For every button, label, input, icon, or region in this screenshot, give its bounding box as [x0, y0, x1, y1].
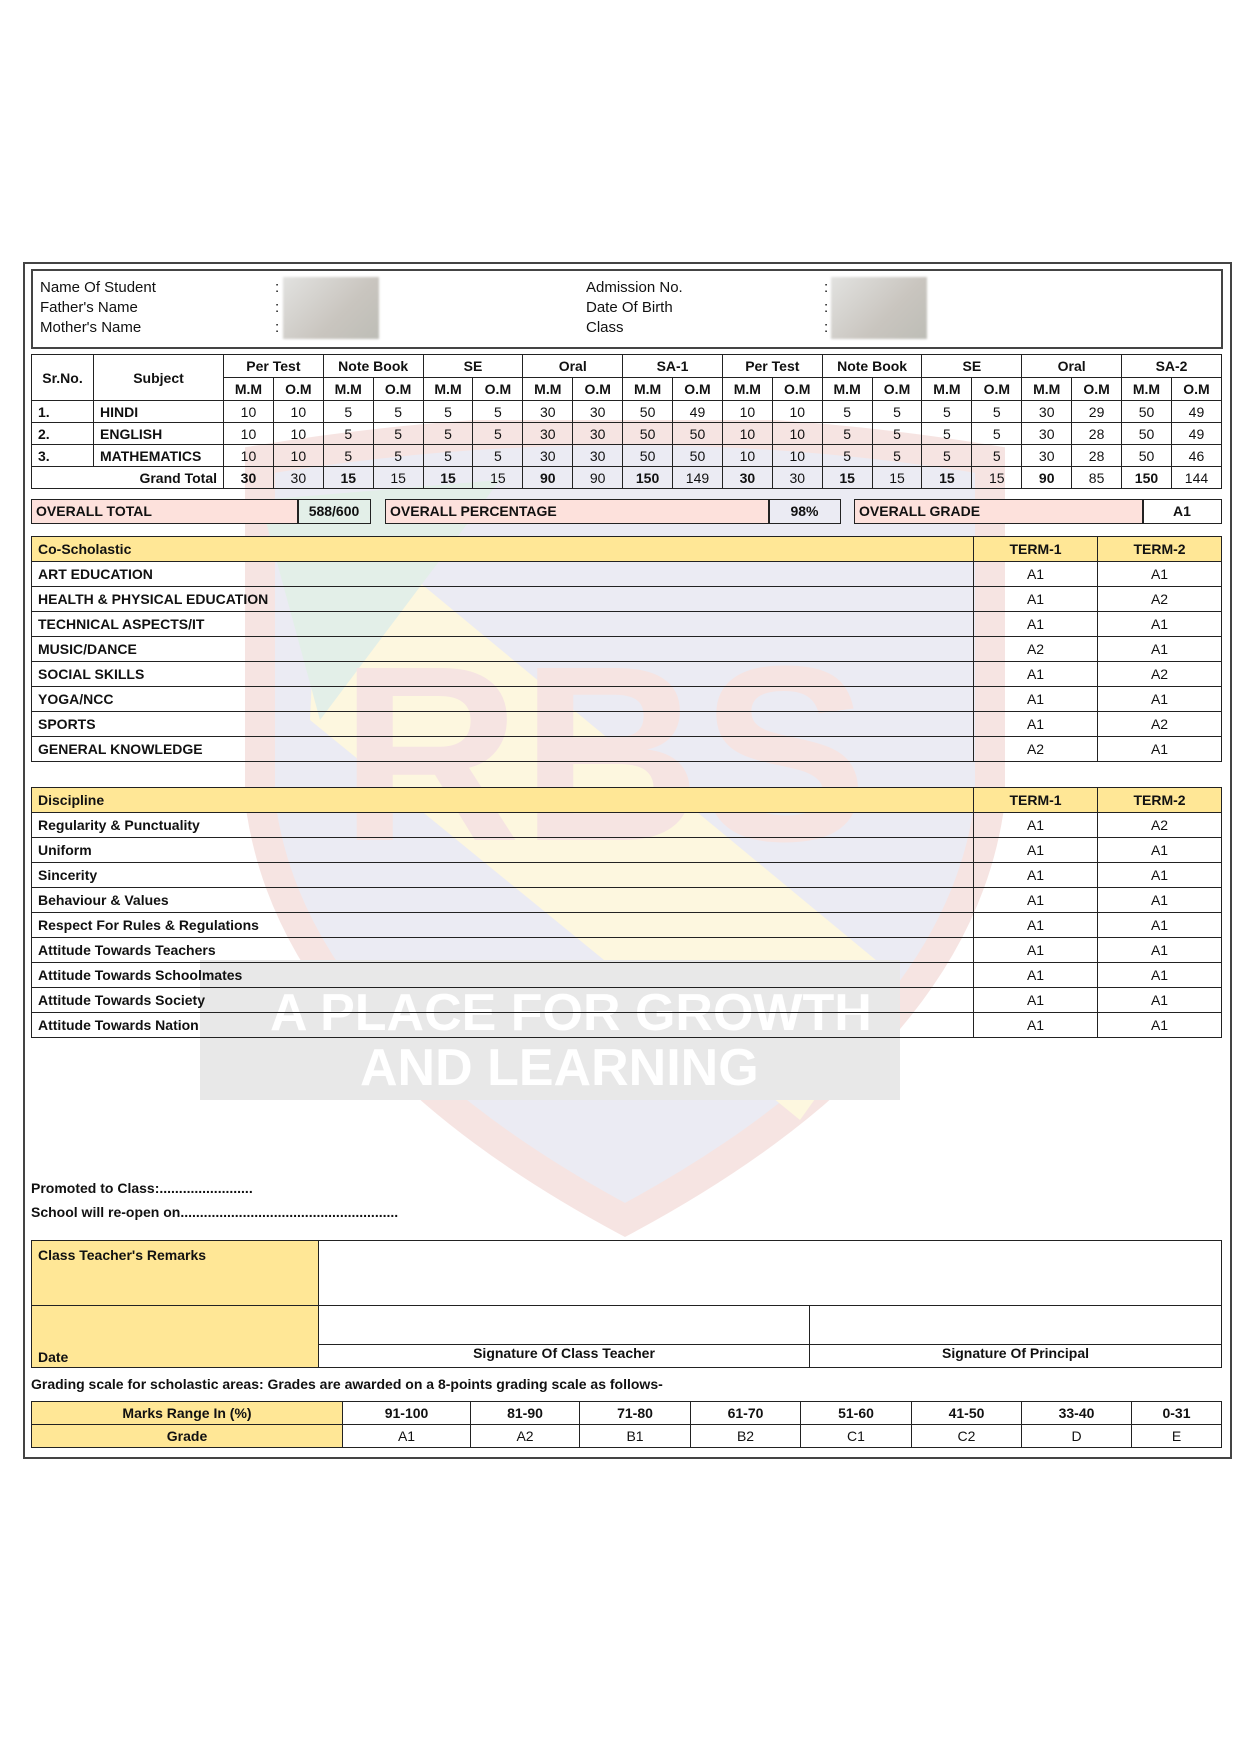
overall-total-value: 588/600 — [297, 499, 371, 524]
obtained-marks-header: O.M — [1171, 378, 1221, 401]
activity-name: TECHNICAL ASPECTS/IT — [32, 612, 974, 637]
mark-cell: 5 — [423, 445, 473, 467]
mark-cell: 5 — [373, 401, 423, 423]
mark-cell: 5 — [872, 423, 922, 445]
total-cell: 150 — [623, 467, 673, 489]
mark-cell: 5 — [872, 401, 922, 423]
co_scholastic-row — [32, 562, 1222, 587]
mark-cell: 49 — [1171, 423, 1221, 445]
term-1-grade: A1 — [974, 913, 1098, 938]
serial-number: 2. — [32, 423, 94, 445]
co_scholastic-row — [32, 737, 1222, 762]
term-2-grade: A1 — [1098, 913, 1222, 938]
label-student-name: Name Of Student — [40, 279, 156, 296]
grade-value: D — [1022, 1425, 1132, 1448]
term-2-grade: A2 — [1098, 712, 1222, 737]
term-2-grade: A2 — [1098, 587, 1222, 612]
label-mother-name: Mother's Name — [40, 319, 142, 336]
max-marks-header: M.M — [224, 378, 274, 401]
mark-cell: 5 — [922, 423, 972, 445]
assessment-group-header: Per Test — [224, 355, 324, 378]
info-separators-right — [824, 278, 828, 338]
remarks-signature-table — [31, 1240, 1222, 1368]
student-info-labels-left — [40, 278, 156, 338]
mark-cell: 10 — [224, 423, 274, 445]
total-cell: 90 — [1022, 467, 1072, 489]
assessment-group-header: SE — [423, 355, 523, 378]
term-1-grade: A1 — [974, 562, 1098, 587]
grade-value: A2 — [471, 1425, 580, 1448]
obtained-marks-header: O.M — [573, 378, 623, 401]
discipline-table — [31, 787, 1222, 1038]
mark-cell: 50 — [673, 423, 723, 445]
student-info-labels-right — [586, 278, 683, 338]
mark-cell: 29 — [1072, 401, 1122, 423]
mark-cell: 5 — [822, 401, 872, 423]
obtained-marks-header: O.M — [273, 378, 323, 401]
marks-header-row-groups — [32, 355, 1222, 378]
discipline-row — [32, 813, 1222, 838]
watermark-initials: RBS — [340, 614, 868, 893]
mark-cell: 30 — [1022, 401, 1072, 423]
term-2-grade: A1 — [1098, 988, 1222, 1013]
redacted-admission-details — [831, 277, 927, 339]
max-marks-header: M.M — [1122, 378, 1172, 401]
mark-cell: 10 — [273, 445, 323, 467]
total-cell: 144 — [1171, 467, 1221, 489]
term-1-grade: A1 — [974, 712, 1098, 737]
term-2-grade: A1 — [1098, 612, 1222, 637]
co_scholastic-header: Co-Scholastic — [32, 537, 974, 562]
mark-cell: 5 — [423, 423, 473, 445]
term-1-grade: A2 — [974, 637, 1098, 662]
co_scholastic-row — [32, 612, 1222, 637]
srno-header: Sr.No. — [32, 355, 94, 401]
mark-cell: 5 — [423, 401, 473, 423]
term-1-grade: A1 — [974, 1013, 1098, 1038]
total-cell: 30 — [772, 467, 822, 489]
grade-value: C1 — [801, 1425, 912, 1448]
term-1-header: TERM-1 — [974, 537, 1098, 562]
term-1-grade: A1 — [974, 587, 1098, 612]
label-class: Class — [586, 319, 624, 336]
term-2-grade: A1 — [1098, 963, 1222, 988]
obtained-marks-header: O.M — [972, 378, 1022, 401]
mark-cell: 50 — [1122, 401, 1172, 423]
grade-value: B2 — [691, 1425, 801, 1448]
mark-cell: 30 — [523, 401, 573, 423]
student-info-box — [31, 269, 1223, 349]
marks-range: 81-90 — [471, 1402, 580, 1425]
term-1-grade: A1 — [974, 687, 1098, 712]
promoted-to-class: Promoted to Class:........................ — [31, 1180, 253, 1196]
mark-cell: 5 — [922, 401, 972, 423]
grading-scale-note: Grading scale for scholastic areas: Grades are awarded on a 8-points grading scale as follows- — [31, 1376, 663, 1392]
activity-name: ART EDUCATION — [32, 562, 974, 587]
mark-cell: 5 — [872, 445, 922, 467]
marks-range: 91-100 — [343, 1402, 471, 1425]
co_scholastic-row — [32, 662, 1222, 687]
obtained-marks-header: O.M — [772, 378, 822, 401]
assessment-group-header: Per Test — [722, 355, 822, 378]
principal-signature-area[interactable] — [810, 1306, 1222, 1345]
mark-cell: 49 — [673, 401, 723, 423]
term-2-grade: A1 — [1098, 863, 1222, 888]
term-2-grade: A1 — [1098, 938, 1222, 963]
class-teacher-remarks-field[interactable] — [319, 1241, 1222, 1306]
mark-cell: 5 — [972, 423, 1022, 445]
mark-cell: 30 — [523, 423, 573, 445]
mark-cell: 50 — [673, 445, 723, 467]
term-1-header: TERM-1 — [974, 788, 1098, 813]
label-admission-no: Admission No. — [586, 279, 683, 296]
co_scholastic-row — [32, 637, 1222, 662]
separator: : — [275, 279, 280, 296]
overall-grade-label: OVERALL GRADE — [854, 499, 1144, 524]
class-teacher-signature-area[interactable] — [319, 1306, 810, 1345]
label-father-name: Father's Name — [40, 299, 138, 316]
signature-class-teacher-label: Signature Of Class Teacher — [319, 1345, 810, 1368]
total-cell: 15 — [822, 467, 872, 489]
max-marks-header: M.M — [423, 378, 473, 401]
term-2-header: TERM-2 — [1098, 537, 1222, 562]
total-cell: 85 — [1072, 467, 1122, 489]
activity-name: MUSIC/DANCE — [32, 637, 974, 662]
mark-cell: 10 — [722, 401, 772, 423]
total-cell: 15 — [922, 467, 972, 489]
term-2-header: TERM-2 — [1098, 788, 1222, 813]
marks-range-label: Marks Range In (%) — [32, 1402, 343, 1425]
mark-cell: 50 — [623, 423, 673, 445]
discipline-row — [32, 938, 1222, 963]
date-label: Date — [32, 1306, 319, 1368]
mark-cell: 10 — [224, 401, 274, 423]
max-marks-header: M.M — [323, 378, 373, 401]
mark-cell: 50 — [1122, 423, 1172, 445]
max-marks-header: M.M — [623, 378, 673, 401]
info-separators-left — [275, 278, 279, 338]
obtained-marks-header: O.M — [473, 378, 523, 401]
subject-row — [32, 423, 1222, 445]
grade-value: E — [1132, 1425, 1222, 1448]
max-marks-header: M.M — [523, 378, 573, 401]
signature-principal-label: Signature Of Principal — [810, 1345, 1222, 1368]
total-cell: 90 — [573, 467, 623, 489]
term-1-grade: A1 — [974, 813, 1098, 838]
activity-name: Behaviour & Values — [32, 888, 974, 913]
watermark-motto-1: A PLACE FOR GROWTH — [270, 984, 872, 1042]
overall-grade-value: A1 — [1142, 499, 1222, 524]
mark-cell: 10 — [772, 445, 822, 467]
term-2-grade: A1 — [1098, 637, 1222, 662]
activity-name: YOGA/NCC — [32, 687, 974, 712]
total-cell: 150 — [1122, 467, 1172, 489]
assessment-group-header: SE — [922, 355, 1022, 378]
mark-cell: 5 — [972, 401, 1022, 423]
total-cell: 30 — [273, 467, 323, 489]
mark-cell: 30 — [1022, 445, 1072, 467]
separator: : — [824, 299, 829, 316]
activity-name: Sincerity — [32, 863, 974, 888]
term-2-grade: A1 — [1098, 737, 1222, 762]
class-teacher-remarks-label: Class Teacher's Remarks — [32, 1241, 319, 1306]
grade-label: Grade — [32, 1425, 343, 1448]
mark-cell: 5 — [323, 423, 373, 445]
term-2-grade: A2 — [1098, 813, 1222, 838]
mark-cell: 10 — [722, 445, 772, 467]
total-cell: 30 — [224, 467, 274, 489]
grade-value: A1 — [343, 1425, 471, 1448]
discipline-row — [32, 913, 1222, 938]
obtained-marks-header: O.M — [373, 378, 423, 401]
co_scholastic-row — [32, 587, 1222, 612]
mark-cell: 50 — [1122, 445, 1172, 467]
term-2-grade: A1 — [1098, 1013, 1222, 1038]
marks-range: 51-60 — [801, 1402, 912, 1425]
discipline-row — [32, 838, 1222, 863]
overall-percentage-label: OVERALL PERCENTAGE — [385, 499, 770, 524]
mark-cell: 5 — [822, 445, 872, 467]
scholastic-marks-table — [31, 354, 1222, 489]
mark-cell: 49 — [1171, 401, 1221, 423]
mark-cell: 5 — [473, 445, 523, 467]
mark-cell: 5 — [972, 445, 1022, 467]
term-2-grade: A1 — [1098, 888, 1222, 913]
obtained-marks-header: O.M — [1072, 378, 1122, 401]
term-1-grade: A1 — [974, 963, 1098, 988]
term-1-grade: A1 — [974, 888, 1098, 913]
assessment-group-header: Oral — [1022, 355, 1122, 378]
term-1-grade: A1 — [974, 612, 1098, 637]
mark-cell: 5 — [323, 401, 373, 423]
marks-range: 41-50 — [912, 1402, 1022, 1425]
discipline-row — [32, 1013, 1222, 1038]
discipline-row — [32, 888, 1222, 913]
max-marks-header: M.M — [922, 378, 972, 401]
marks-range: 33-40 — [1022, 1402, 1132, 1425]
mark-cell: 10 — [722, 423, 772, 445]
label-date-of-birth: Date Of Birth — [586, 299, 673, 316]
activity-name: Attitude Towards Teachers — [32, 938, 974, 963]
school-reopen-date: School will re-open on........................................................ — [31, 1204, 399, 1220]
mark-cell: 10 — [772, 423, 822, 445]
total-cell: 15 — [872, 467, 922, 489]
mark-cell: 5 — [323, 445, 373, 467]
total-cell: 15 — [373, 467, 423, 489]
activity-name: Regularity & Punctuality — [32, 813, 974, 838]
obtained-marks-header: O.M — [673, 378, 723, 401]
mark-cell: 5 — [922, 445, 972, 467]
grading-scale-table — [31, 1401, 1222, 1448]
total-cell: 15 — [473, 467, 523, 489]
discipline-row — [32, 988, 1222, 1013]
activity-name: Attitude Towards Society — [32, 988, 974, 1013]
term-1-grade: A1 — [974, 988, 1098, 1013]
discipline-row — [32, 963, 1222, 988]
assessment-group-header: SA-2 — [1122, 355, 1222, 378]
co_scholastic-row — [32, 712, 1222, 737]
total-cell: 149 — [673, 467, 723, 489]
discipline-row — [32, 863, 1222, 888]
subject-row — [32, 401, 1222, 423]
watermark-motto-2: AND LEARNING — [360, 1039, 759, 1097]
overall-total-label: OVERALL TOTAL — [31, 499, 299, 524]
activity-name: Attitude Towards Schoolmates — [32, 963, 974, 988]
mark-cell: 5 — [373, 445, 423, 467]
co_scholastic-header-row — [32, 537, 1222, 562]
mark-cell: 46 — [1171, 445, 1221, 467]
subject-name: MATHEMATICS — [94, 445, 224, 467]
mark-cell: 28 — [1072, 423, 1122, 445]
mark-cell: 30 — [573, 445, 623, 467]
mark-cell: 30 — [1022, 423, 1072, 445]
grand-total-label: Grand Total — [32, 467, 224, 489]
subject-header: Subject — [94, 355, 224, 401]
mark-cell: 10 — [273, 401, 323, 423]
activity-name: Respect For Rules & Regulations — [32, 913, 974, 938]
mark-cell: 5 — [822, 423, 872, 445]
marks-range: 0-31 — [1132, 1402, 1222, 1425]
grade-value: B1 — [580, 1425, 691, 1448]
separator: : — [275, 319, 280, 336]
subject-name: HINDI — [94, 401, 224, 423]
term-1-grade: A1 — [974, 938, 1098, 963]
obtained-marks-header: O.M — [872, 378, 922, 401]
max-marks-header: M.M — [722, 378, 772, 401]
co_scholastic-row — [32, 687, 1222, 712]
assessment-group-header: Note Book — [323, 355, 423, 378]
serial-number: 1. — [32, 401, 94, 423]
assessment-group-header: Oral — [523, 355, 623, 378]
discipline-header-row — [32, 788, 1222, 813]
mark-cell: 28 — [1072, 445, 1122, 467]
mark-cell: 50 — [623, 401, 673, 423]
term-2-grade: A1 — [1098, 562, 1222, 587]
mark-cell: 30 — [573, 423, 623, 445]
mark-cell: 30 — [523, 445, 573, 467]
activity-name: SPORTS — [32, 712, 974, 737]
redacted-student-details — [283, 277, 379, 339]
subject-name: ENGLISH — [94, 423, 224, 445]
mark-cell: 10 — [772, 401, 822, 423]
separator: : — [824, 279, 829, 296]
term-1-grade: A1 — [974, 838, 1098, 863]
term-2-grade: A1 — [1098, 687, 1222, 712]
subject-row — [32, 445, 1222, 467]
total-cell: 90 — [523, 467, 573, 489]
term-1-grade: A1 — [974, 662, 1098, 687]
separator: : — [275, 299, 280, 316]
activity-name: SOCIAL SKILLS — [32, 662, 974, 687]
grade-value: C2 — [912, 1425, 1022, 1448]
term-2-grade: A2 — [1098, 662, 1222, 687]
term-1-grade: A1 — [974, 863, 1098, 888]
discipline-header: Discipline — [32, 788, 974, 813]
total-cell: 15 — [323, 467, 373, 489]
total-cell: 30 — [722, 467, 772, 489]
term-2-grade: A1 — [1098, 838, 1222, 863]
activity-name: Uniform — [32, 838, 974, 863]
mark-cell: 50 — [623, 445, 673, 467]
marks-range: 71-80 — [580, 1402, 691, 1425]
max-marks-header: M.M — [822, 378, 872, 401]
grand-total-row — [32, 467, 1222, 489]
activity-name: Attitude Towards Nation — [32, 1013, 974, 1038]
mark-cell: 10 — [224, 445, 274, 467]
overall-percentage-value: 98% — [768, 499, 841, 524]
mark-cell: 5 — [473, 401, 523, 423]
marks-range: 61-70 — [691, 1402, 801, 1425]
co-scholastic-table — [31, 536, 1222, 762]
term-1-grade: A2 — [974, 737, 1098, 762]
activity-name: GENERAL KNOWLEDGE — [32, 737, 974, 762]
mark-cell: 5 — [473, 423, 523, 445]
activity-name: HEALTH & PHYSICAL EDUCATION — [32, 587, 974, 612]
total-cell: 15 — [423, 467, 473, 489]
serial-number: 3. — [32, 445, 94, 467]
total-cell: 15 — [972, 467, 1022, 489]
assessment-group-header: SA-1 — [623, 355, 723, 378]
mark-cell: 5 — [373, 423, 423, 445]
max-marks-header: M.M — [1022, 378, 1072, 401]
assessment-group-header: Note Book — [822, 355, 922, 378]
mark-cell: 30 — [573, 401, 623, 423]
separator: : — [824, 319, 829, 336]
mark-cell: 10 — [273, 423, 323, 445]
